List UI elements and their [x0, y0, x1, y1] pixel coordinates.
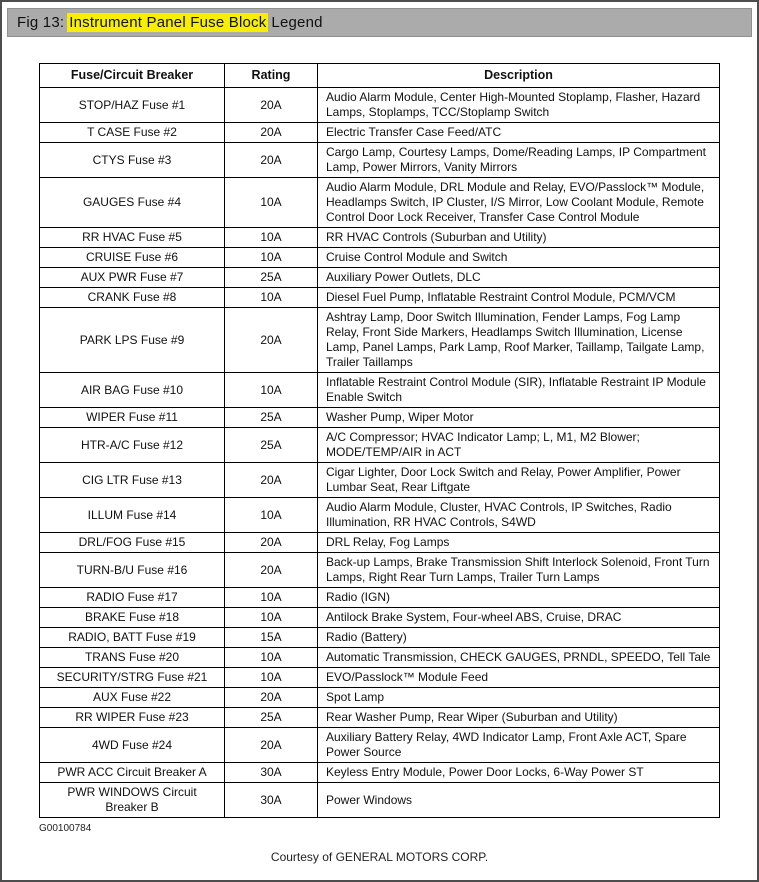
- fuse-cell: GAUGES Fuse #4: [40, 178, 225, 228]
- description-cell: EVO/Passlock™ Module Feed: [318, 668, 720, 688]
- rating-cell: 10A: [225, 648, 318, 668]
- fuse-cell: AIR BAG Fuse #10: [40, 373, 225, 408]
- fuse-cell: RADIO, BATT Fuse #19: [40, 628, 225, 648]
- rating-cell: 20A: [225, 308, 318, 373]
- rating-cell: 30A: [225, 783, 318, 818]
- rating-cell: 20A: [225, 728, 318, 763]
- fuse-table-body: [40, 88, 720, 818]
- description-cell: Keyless Entry Module, Power Door Locks, 6-Way Power ST: [318, 763, 720, 783]
- description-cell: Inflatable Restraint Control Module (SIR), Inflatable Restraint IP Module Enable Switch: [318, 373, 720, 408]
- fuse-cell: PARK LPS Fuse #9: [40, 308, 225, 373]
- description-cell: Ashtray Lamp, Door Switch Illumination, Fender Lamps, Fog Lamp Relay, Front Side Markers, Headlamps Switch Illumination, License Lamp, Panel Lamps, Park Lamp, Roof Marker, Taillamp, Tailgate Lamp, Trailer Taillamps: [318, 308, 720, 373]
- description-cell: Cigar Lighter, Door Lock Switch and Relay, Power Amplifier, Power Lumbar Seat, Rear Liftgate: [318, 463, 720, 498]
- description-cell: Back-up Lamps, Brake Transmission Shift Interlock Solenoid, Front Turn Lamps, Right Rear Turn Lamps, Trailer Turn Lamps: [318, 553, 720, 588]
- column-header-rating: Rating: [225, 64, 318, 88]
- table-row: [40, 248, 720, 268]
- description-cell: Radio (IGN): [318, 588, 720, 608]
- fuse-cell: TRANS Fuse #20: [40, 648, 225, 668]
- figure-content: [2, 37, 757, 834]
- description-cell: Electric Transfer Case Feed/ATC: [318, 123, 720, 143]
- table-row: [40, 708, 720, 728]
- description-cell: Auxiliary Battery Relay, 4WD Indicator Lamp, Front Axle ACT, Spare Power Source: [318, 728, 720, 763]
- description-cell: Rear Washer Pump, Rear Wiper (Suburban and Utility): [318, 708, 720, 728]
- figure-title-highlight: Instrument Panel Fuse Block: [69, 14, 267, 31]
- table-row: [40, 463, 720, 498]
- table-header-row: [40, 64, 720, 88]
- fuse-cell: RR HVAC Fuse #5: [40, 228, 225, 248]
- table-row: [40, 373, 720, 408]
- fuse-cell: RR WIPER Fuse #23: [40, 708, 225, 728]
- table-row: [40, 533, 720, 553]
- rating-cell: 20A: [225, 123, 318, 143]
- table-row: [40, 228, 720, 248]
- description-cell: Diesel Fuel Pump, Inflatable Restraint Control Module, PCM/VCM: [318, 288, 720, 308]
- description-cell: DRL Relay, Fog Lamps: [318, 533, 720, 553]
- fuse-cell: SECURITY/STRG Fuse #21: [40, 668, 225, 688]
- table-row: [40, 88, 720, 123]
- table-row: [40, 588, 720, 608]
- table-row: [40, 648, 720, 668]
- fuse-cell: 4WD Fuse #24: [40, 728, 225, 763]
- description-cell: Spot Lamp: [318, 688, 720, 708]
- table-row: [40, 428, 720, 463]
- rating-cell: 25A: [225, 428, 318, 463]
- table-row: [40, 553, 720, 588]
- fuse-cell: PWR ACC Circuit Breaker A: [40, 763, 225, 783]
- rating-cell: 10A: [225, 668, 318, 688]
- fuse-cell: TURN-B/U Fuse #16: [40, 553, 225, 588]
- rating-cell: 10A: [225, 288, 318, 308]
- figure-code: G00100784: [39, 823, 92, 834]
- description-cell: Washer Pump, Wiper Motor: [318, 408, 720, 428]
- fuse-cell: CRUISE Fuse #6: [40, 248, 225, 268]
- rating-cell: 20A: [225, 688, 318, 708]
- figure-title-suffix: Legend: [271, 14, 323, 31]
- table-row: [40, 688, 720, 708]
- fuse-cell: BRAKE Fuse #18: [40, 608, 225, 628]
- rating-cell: 15A: [225, 628, 318, 648]
- rating-cell: 10A: [225, 228, 318, 248]
- rating-cell: 30A: [225, 763, 318, 783]
- rating-cell: 20A: [225, 533, 318, 553]
- fuse-table: [39, 63, 720, 818]
- fuse-cell: CTYS Fuse #3: [40, 143, 225, 178]
- description-cell: Audio Alarm Module, DRL Module and Relay, EVO/Passlock™ Module, Headlamps Switch, IP Cluster, I/S Mirror, Low Coolant Module, Remote Control Door Lock Receiver, Transfer Case Control Module: [318, 178, 720, 228]
- fuse-cell: CIG LTR Fuse #13: [40, 463, 225, 498]
- fuse-cell: HTR-A/C Fuse #12: [40, 428, 225, 463]
- table-row: [40, 783, 720, 818]
- table-row: [40, 498, 720, 533]
- fuse-cell: RADIO Fuse #17: [40, 588, 225, 608]
- column-header-fuse: Fuse/Circuit Breaker: [40, 64, 225, 88]
- table-row: [40, 408, 720, 428]
- table-row: [40, 143, 720, 178]
- description-cell: Audio Alarm Module, Cluster, HVAC Controls, IP Switches, Radio Illumination, RR HVAC Controls, S4WD: [318, 498, 720, 533]
- table-row: [40, 763, 720, 783]
- description-cell: Power Windows: [318, 783, 720, 818]
- rating-cell: 10A: [225, 498, 318, 533]
- figure-title-prefix: Fig 13:: [17, 14, 65, 31]
- rating-cell: 25A: [225, 708, 318, 728]
- description-cell: Audio Alarm Module, Center High-Mounted Stoplamp, Flasher, Hazard Lamps, Stoplamps, TCC/Stoplamp Switch: [318, 88, 720, 123]
- table-row: [40, 178, 720, 228]
- courtesy-line: Courtesy of GENERAL MOTORS CORP.: [270, 850, 489, 864]
- rating-cell: 10A: [225, 178, 318, 228]
- description-cell: Automatic Transmission, CHECK GAUGES, PRNDL, SPEEDO, Tell Tale: [318, 648, 720, 668]
- description-cell: Radio (Battery): [318, 628, 720, 648]
- fuse-cell: DRL/FOG Fuse #15: [40, 533, 225, 553]
- rating-cell: 20A: [225, 553, 318, 588]
- rating-cell: 10A: [225, 248, 318, 268]
- rating-cell: 10A: [225, 608, 318, 628]
- fuse-cell: PWR WINDOWS Circuit Breaker B: [40, 783, 225, 818]
- description-cell: RR HVAC Controls (Suburban and Utility): [318, 228, 720, 248]
- description-cell: Antilock Brake System, Four-wheel ABS, Cruise, DRAC: [318, 608, 720, 628]
- table-row: [40, 668, 720, 688]
- table-row: [40, 268, 720, 288]
- table-row: [40, 628, 720, 648]
- table-row: [40, 123, 720, 143]
- rating-cell: 10A: [225, 588, 318, 608]
- rating-cell: 20A: [225, 463, 318, 498]
- rating-cell: 25A: [225, 268, 318, 288]
- table-row: [40, 288, 720, 308]
- description-cell: Auxiliary Power Outlets, DLC: [318, 268, 720, 288]
- description-cell: A/C Compressor; HVAC Indicator Lamp; L, M1, M2 Blower; MODE/TEMP/AIR in ACT: [318, 428, 720, 463]
- fuse-cell: T CASE Fuse #2: [40, 123, 225, 143]
- rating-cell: 20A: [225, 143, 318, 178]
- table-row: [40, 608, 720, 628]
- figure-title-bar: [7, 8, 752, 37]
- table-row: [40, 728, 720, 763]
- fuse-cell: AUX PWR Fuse #7: [40, 268, 225, 288]
- description-cell: Cruise Control Module and Switch: [318, 248, 720, 268]
- rating-cell: 20A: [225, 88, 318, 123]
- table-row: [40, 308, 720, 373]
- fuse-cell: AUX Fuse #22: [40, 688, 225, 708]
- fuse-cell: ILLUM Fuse #14: [40, 498, 225, 533]
- rating-cell: 10A: [225, 373, 318, 408]
- rating-cell: 25A: [225, 408, 318, 428]
- column-header-description: Description: [318, 64, 720, 88]
- fuse-cell: STOP/HAZ Fuse #1: [40, 88, 225, 123]
- fuse-cell: WIPER Fuse #11: [40, 408, 225, 428]
- description-cell: Cargo Lamp, Courtesy Lamps, Dome/Reading Lamps, IP Compartment Lamp, Power Mirrors, Vanity Mirrors: [318, 143, 720, 178]
- fuse-cell: CRANK Fuse #8: [40, 288, 225, 308]
